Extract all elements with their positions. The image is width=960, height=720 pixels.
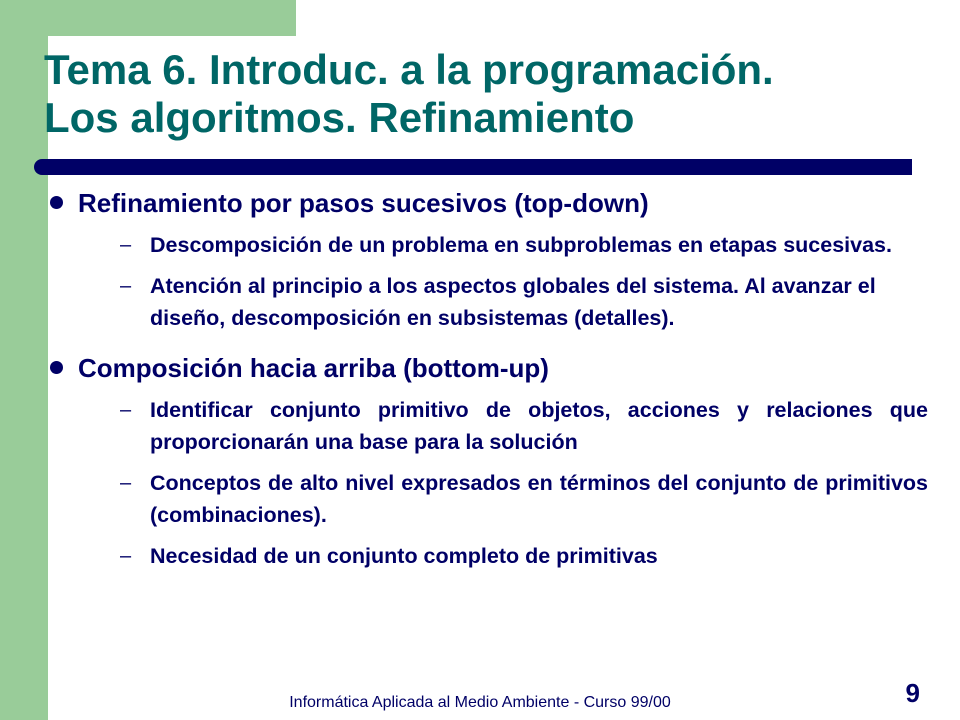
bullet-item-bottom-up	[48, 351, 928, 572]
slide-title	[44, 46, 924, 142]
page-number: 9	[905, 678, 920, 708]
sub-item-text: Descomposición de un problema en subproblemas en etapas sucesivas.	[150, 233, 892, 257]
sub-item	[78, 540, 928, 572]
slide-footer: Informática Aplicada al Medio Ambiente - Curso 99/00	[289, 694, 671, 711]
sub-item	[78, 270, 928, 334]
bullet-item-top-down	[48, 186, 928, 334]
slide-body	[48, 186, 928, 589]
dash-icon: –	[120, 234, 132, 256]
sub-item-text: Necesidad de un conjunto completo de primitivas	[150, 544, 658, 568]
slide-title-line-1: Tema 6. Introduc. a la programación.	[44, 46, 774, 93]
sub-item	[78, 394, 928, 458]
sub-item-text: Identificar conjunto primitivo de objetos, acciones y relaciones que proporcionarán una base para la solución	[150, 398, 928, 454]
dash-icon: –	[120, 399, 132, 421]
sub-item	[78, 229, 928, 261]
title-divider	[34, 159, 912, 175]
bullet-text: Refinamiento por pasos sucesivos (top-down)	[78, 188, 649, 218]
sub-item-text: Conceptos de alto nivel expresados en términos del conjunto de primitivos (combinaciones).	[150, 471, 928, 527]
sub-item	[78, 467, 928, 531]
dash-icon: –	[120, 545, 132, 567]
slide-title-line-2: Los algoritmos. Refinamiento	[44, 94, 635, 141]
dash-icon: –	[120, 275, 132, 297]
bullet-text: Composición hacia arriba (bottom-up)	[78, 353, 549, 383]
dash-icon: –	[120, 472, 132, 494]
bullet-dot-icon	[50, 196, 63, 209]
bullet-dot-icon	[50, 361, 63, 374]
sub-item-text: Atención al principio a los aspectos globales del sistema. Al avanzar el diseño, descomposición en subsistemas (detalles).	[150, 274, 876, 330]
